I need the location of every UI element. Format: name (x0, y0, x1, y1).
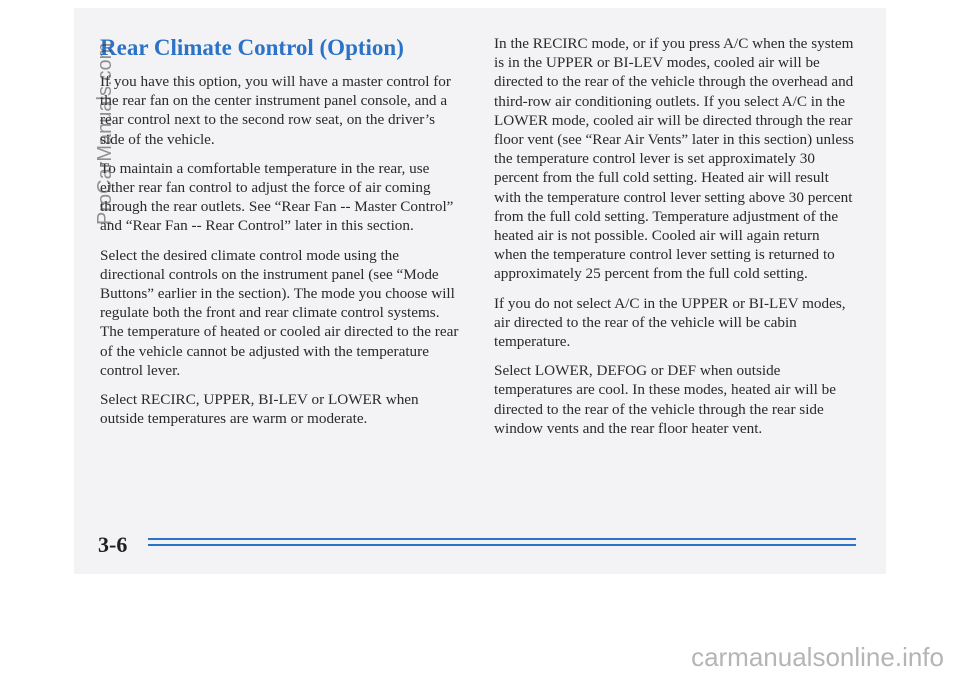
footer-rule-line (148, 544, 856, 546)
footer-rule (148, 538, 856, 547)
paragraph: In the RECIRC mode, or if you press A/C when the system is in the UPPER or BI-LEV modes, cooled air will be directed to the rear of the vehicle through the overhead and third-row air conditioning outlets. If you select A/C in the LOWER mode, cooled air will be directed through the rear floor vent (see “Rear Air Vents” later in this section) unless the temperature control lever is set approximately 30 percent from the full cold setting. Heated air will result with the temperature control lever setting above 30 percent from the full cold setting. Temperature adjustment of the heated air is not possible. Cooled air will again return when the temperature control lever setting is returned to approximately 25 percent from the full cold setting. (494, 35, 854, 283)
footer-rule-line (148, 538, 856, 540)
manual-page (74, 8, 886, 574)
bottom-watermark: carmanualsonline.info (691, 642, 944, 672)
paragraph: If you have this option, you will have a master control for the rear fan on the center instrument panel console, and a rear control next to the second row seat, on the driver’s side of the vehicle. (100, 73, 451, 148)
page-number: 3-6 (98, 532, 128, 557)
paragraph: Select LOWER, DEFOG or DEF when outside temperatures are cool. In these modes, heated air will be directed to the rear of the vehicle through the rear side window vents and the rear floor heater vent. (494, 362, 837, 437)
paragraph: Select the desired climate control mode using the directional controls on the instrument panel (see “Mode Buttons” earlier in the section). The mode you choose will regulate both the front and rear climate control systems. The temperature of heated or cooled air directed to the rear of the vehicle cannot be adjusted with the temperature control lever. (100, 246, 459, 379)
side-watermark: ProCarManuals.com (94, 42, 116, 225)
paragraph: To maintain a comfortable temperature in the rear, use either rear fan control to adjust the force of air coming through the rear outlets. See “Rear Fan -- Master Control” and “Rear Fan -- Rear Control” later in this section. (100, 159, 454, 235)
paragraph: Select RECIRC, UPPER, BI-LEV or LOWER when outside temperatures are warm or moderate. (100, 391, 419, 428)
right-column (494, 34, 854, 448)
paragraph: If you do not select A/C in the UPPER or BI-LEV modes, air directed to the rear of the vehicle will be cabin temperature. (494, 294, 846, 351)
section-title: Rear Climate Control (Option) (100, 35, 404, 60)
left-column (100, 34, 460, 438)
